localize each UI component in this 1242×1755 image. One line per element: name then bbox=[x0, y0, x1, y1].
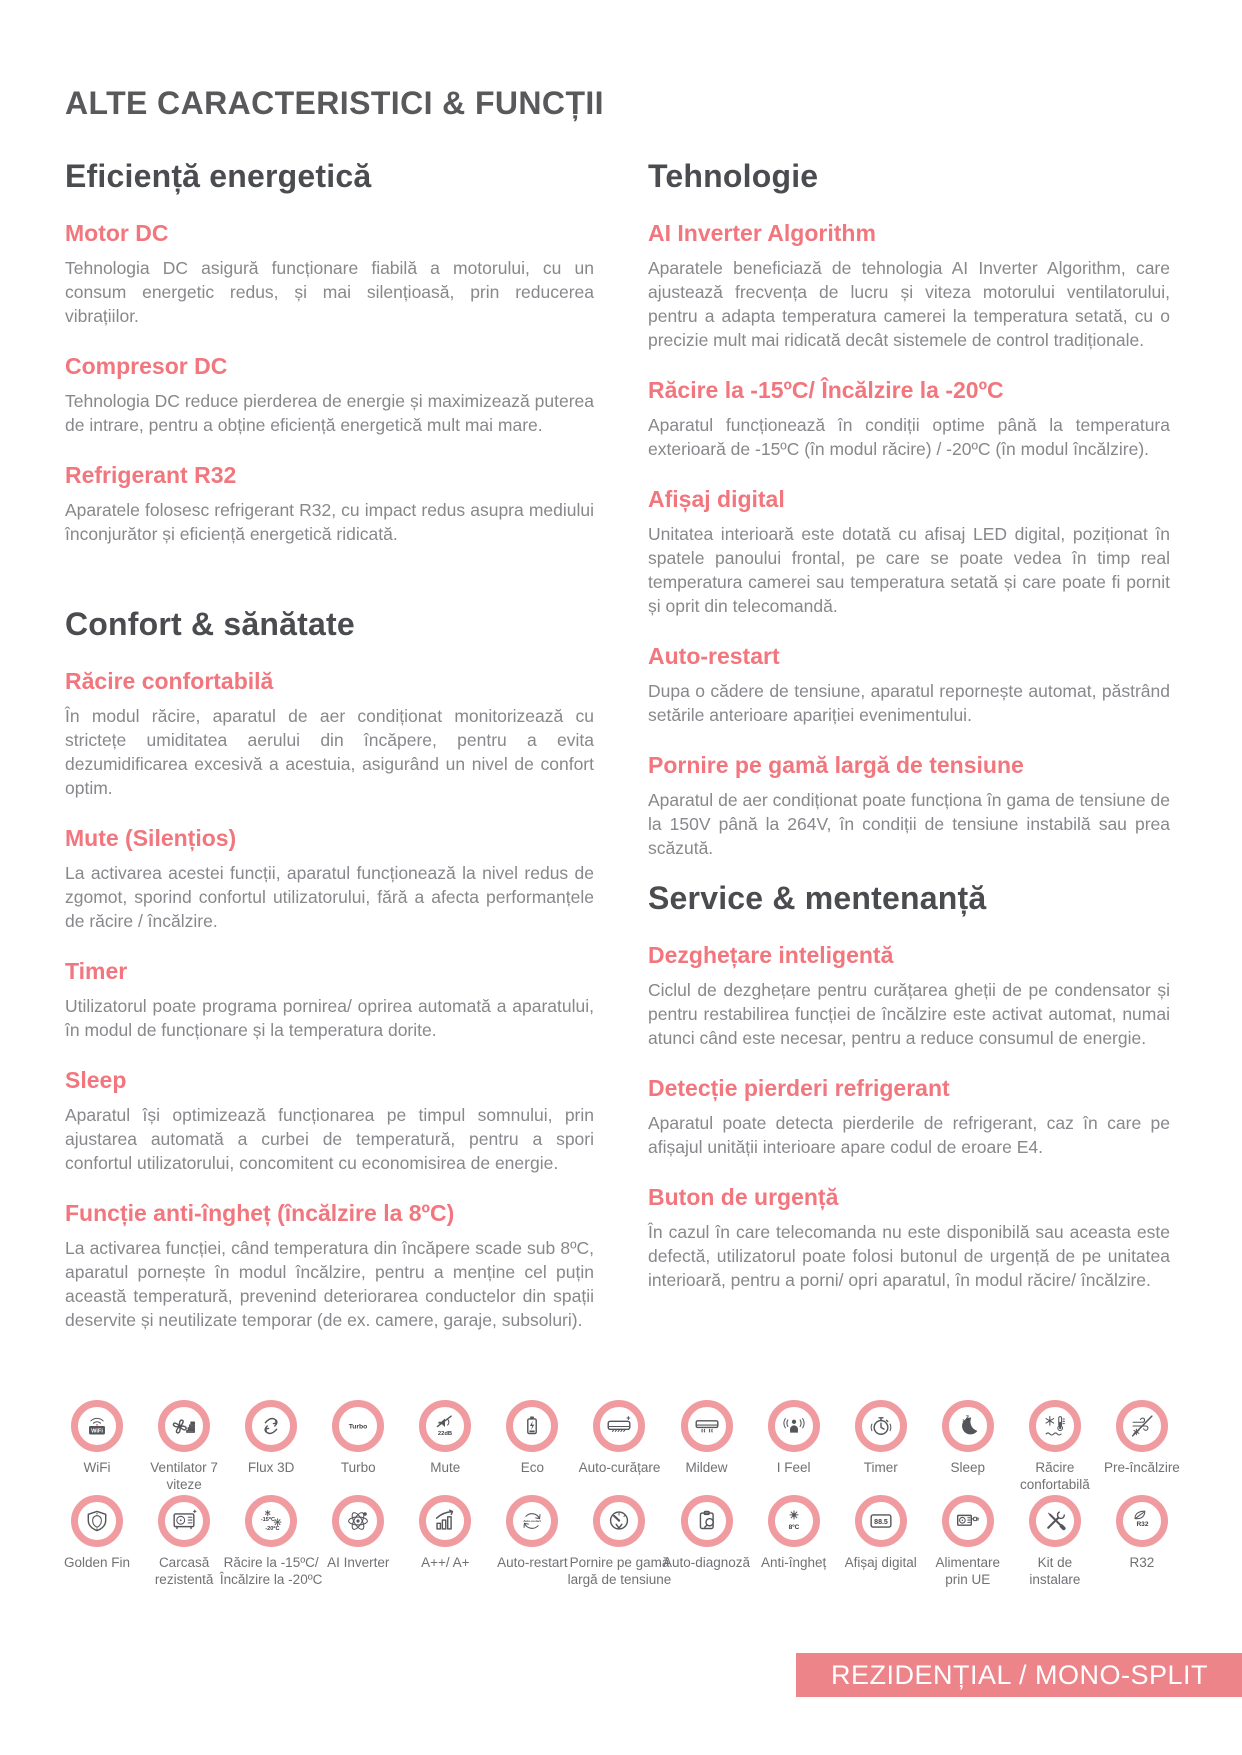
svg-text:z: z bbox=[962, 1417, 965, 1423]
right-column bbox=[648, 158, 1170, 1332]
section-comfort-health bbox=[65, 606, 594, 1332]
installation-kit-icon bbox=[1029, 1495, 1081, 1547]
feature-heading: Dezghețare inteligentă bbox=[648, 942, 894, 968]
feature-label: Răcire la -15ºC/ Încălzire la -20ºC bbox=[219, 1555, 323, 1587]
feature-anti-freeze bbox=[751, 1495, 837, 1588]
feature-comfortable-cooling bbox=[1012, 1400, 1098, 1493]
feature-item bbox=[65, 825, 594, 933]
feature-installation-kit bbox=[1012, 1495, 1098, 1588]
feature-label: Auto-curățare bbox=[578, 1460, 661, 1475]
feature-body: La activarea acestei funcții, aparatul funcționează la nivel redus de zgomot, sporind confortul utilizatorului, fără a afecta performanțele de răcire / încălzire. bbox=[65, 863, 594, 931]
feature-item bbox=[65, 668, 594, 800]
feature-body: Utilizatorul poate programa pornirea/ oprirea automată a aparatului, în modul de funcționare și la temperatura dorite. bbox=[65, 996, 594, 1040]
feature-icons-row-2 bbox=[54, 1495, 1185, 1588]
feature-heading: Sleep bbox=[65, 1067, 127, 1093]
i-feel-icon bbox=[768, 1400, 820, 1452]
section-service-maintenance bbox=[648, 880, 1170, 1292]
feature-body: Dupa o cădere de tensiune, aparatul repornește automat, păstrând setările anterioare apariției evenimentului. bbox=[648, 681, 1170, 725]
feature-i-feel bbox=[751, 1400, 837, 1493]
anti-freeze-icon bbox=[768, 1495, 820, 1547]
feature-label: I Feel bbox=[776, 1460, 811, 1475]
timer-icon bbox=[855, 1400, 907, 1452]
pre-heating-icon bbox=[1116, 1400, 1168, 1452]
feature-wide-voltage-start bbox=[567, 1495, 672, 1588]
feature-body: În cazul în care telecomanda nu este disponibilă sau aceasta este defectă, utilizatorul poate folosi butonul de urgență de pe unitatea interioară, pentru a porni/ opri aparatul, în modul răcire/ încălzire. bbox=[648, 1222, 1170, 1290]
feature-timer bbox=[838, 1400, 924, 1493]
content-columns bbox=[65, 158, 1170, 1332]
feature-heading: AI Inverter Algorithm bbox=[648, 220, 876, 246]
feature-label: Auto-diagnoză bbox=[663, 1555, 751, 1570]
feature-heading: Detecție pierderi refrigerant bbox=[648, 1075, 950, 1101]
feature-auto-clean bbox=[576, 1400, 662, 1493]
feature-label: Sleep bbox=[950, 1460, 986, 1475]
svg-text:Turbo: Turbo bbox=[348, 1423, 368, 1431]
feature-item bbox=[648, 486, 1170, 618]
feature-label: Flux 3D bbox=[247, 1460, 295, 1475]
feature-label: Auto-restart bbox=[497, 1555, 568, 1570]
section-title: Eficiență energetică bbox=[65, 158, 372, 194]
feature-label: Kit de instalare bbox=[1029, 1555, 1081, 1587]
feature-eco bbox=[489, 1400, 575, 1493]
digital-display-icon bbox=[855, 1495, 907, 1547]
feature-label: Carcasă rezistentă bbox=[154, 1555, 214, 1587]
feature-wifi bbox=[54, 1400, 140, 1493]
feature-item bbox=[648, 220, 1170, 352]
svg-text:-20ºC: -20ºC bbox=[265, 1526, 280, 1533]
feature-body: Unitatea interioară este dotată cu afisaj LED digital, poziționat în spatele panoului frontal, pe care se poate vedea în timp real temperatura camerei sau temperatura setată și care poate fi pornit și oprit din telecomandă. bbox=[648, 524, 1170, 616]
feature-label: Pornire pe gamă largă de tensiune bbox=[567, 1555, 672, 1587]
section-energy-efficiency bbox=[65, 158, 594, 546]
svg-text:88.5: 88.5 bbox=[873, 1519, 888, 1527]
feature-label: Mute bbox=[430, 1460, 461, 1475]
svg-text:Auto-restart: Auto-restart bbox=[523, 1519, 542, 1524]
feature-energy-class bbox=[402, 1495, 488, 1588]
feature-heading: Timer bbox=[65, 958, 128, 984]
feature-r32 bbox=[1099, 1495, 1185, 1588]
golden-fin-icon bbox=[71, 1495, 123, 1547]
svg-text:R32: R32 bbox=[1136, 1521, 1149, 1529]
section-title: Tehnologie bbox=[648, 158, 819, 194]
feature-sleep bbox=[925, 1400, 1011, 1493]
eu-power-supply-icon bbox=[942, 1495, 994, 1547]
low-temp-operation-icon bbox=[245, 1495, 297, 1547]
svg-text:22dB: 22dB bbox=[438, 1430, 453, 1437]
feature-mildew bbox=[664, 1400, 750, 1493]
feature-label: Alimentare prin UE bbox=[935, 1555, 1001, 1587]
feature-item bbox=[65, 220, 594, 328]
feature-label: Ventilator 7 viteze bbox=[150, 1460, 218, 1492]
section-title: Confort & sănătate bbox=[65, 606, 355, 642]
auto-clean-icon bbox=[593, 1400, 645, 1452]
feature-heading: Răcire la -15ºC/ Încălzire la -20ºC bbox=[648, 377, 1004, 403]
auto-restart-icon bbox=[506, 1495, 558, 1547]
feature-label: Eco bbox=[520, 1460, 545, 1475]
sturdy-casing-icon bbox=[158, 1495, 210, 1547]
feature-label: A++/ A+ bbox=[421, 1555, 470, 1570]
feature-label: Pre-încălzire bbox=[1104, 1460, 1180, 1475]
feature-item bbox=[648, 1184, 1170, 1292]
feature-body: Ciclul de dezghețare pentru curățarea gheții de pe condensator și pentru restabilirea funcției de încălzire este activat automat, numai atunci când este necesar, pentru a reduce consumul de energie. bbox=[648, 980, 1170, 1048]
feature-turbo bbox=[315, 1400, 401, 1493]
feature-heading: Auto-restart bbox=[648, 643, 780, 669]
section-technology bbox=[648, 158, 1170, 860]
feature-body: Aparatele beneficiază de tehnologia AI Inverter Algorithm, care ajustează frecvența de lucru și viteza motorului ventilatorului, pentru a adapta temperatura camerei la temperatura setată, cu o precizie mult mai ridicată decât sistemele de control tradiționale. bbox=[648, 258, 1170, 350]
feature-heading: Funcție anti-îngheț (încălzire la 8ºC) bbox=[65, 1200, 455, 1226]
feature-heading: Refrigerant R32 bbox=[65, 462, 237, 488]
feature-label: Răcire confortabilă bbox=[1019, 1460, 1090, 1492]
feature-label: Mildew bbox=[685, 1460, 728, 1475]
feature-mute bbox=[402, 1400, 488, 1493]
feature-low-temp-operation bbox=[219, 1495, 323, 1588]
feature-item bbox=[648, 1075, 1170, 1159]
feature-item bbox=[648, 643, 1170, 727]
svg-text:Z: Z bbox=[965, 1415, 969, 1422]
auto-diagnosis-icon bbox=[681, 1495, 733, 1547]
feature-label: Timer bbox=[863, 1460, 898, 1475]
wide-voltage-start-icon bbox=[593, 1495, 645, 1547]
feature-heading: Buton de urgență bbox=[648, 1184, 839, 1210]
feature-body: Aparatul de aer condiționat poate funcționa în gama de tensiune de la 150V până la 264V, în condiții de tensiune instabilă sau prea scăzută. bbox=[648, 790, 1170, 858]
feature-body: În modul răcire, aparatul de aer condiționat monitorizează cu strictețe umiditatea aerului din încăpere, pentru a evita dezumidificarea excesivă a acestuia, asigurând un nivel de confort optim. bbox=[65, 706, 594, 798]
feature-label: Golden Fin bbox=[63, 1555, 131, 1570]
turbo-icon bbox=[332, 1400, 384, 1452]
page-title: ALTE CARACTERISTICI & FUNCȚII bbox=[65, 85, 604, 122]
svg-text:WiFi: WiFi bbox=[91, 1428, 103, 1435]
sleep-icon bbox=[942, 1400, 994, 1452]
feature-body: Aparatul poate detecta pierderile de refrigerant, caz în care pe afișajul unității interioare apare codul de eroare E4. bbox=[648, 1113, 1170, 1157]
feature-body: Aparatele folosesc refrigerant R32, cu impact redus asupra mediului înconjurător și eficiență energetică ridicată. bbox=[65, 500, 594, 544]
comfortable-cooling-icon bbox=[1029, 1400, 1081, 1452]
ai-inverter-icon bbox=[332, 1495, 384, 1547]
feature-fan-7-speeds bbox=[141, 1400, 227, 1493]
feature-flux-3d bbox=[228, 1400, 314, 1493]
feature-golden-fin bbox=[54, 1495, 140, 1588]
feature-body: Aparatul își optimizează funcționarea pe timpul somnului, prin ajustarea automată a curbei de temperatură, pentru a spori confortul utilizatorului, concomitent cu economisirea de energie. bbox=[65, 1105, 594, 1173]
section-title: Service & mentenanță bbox=[648, 880, 987, 916]
feature-auto-diagnosis bbox=[664, 1495, 750, 1588]
feature-item bbox=[648, 942, 1170, 1050]
feature-icons-row-1 bbox=[54, 1400, 1185, 1493]
feature-body: Tehnologia DC reduce pierderea de energie și maximizează puterea de intrare, pentru a obține eficiență energetică mult mai mare. bbox=[65, 391, 594, 435]
fan-7-speeds-icon bbox=[158, 1400, 210, 1452]
feature-digital-display bbox=[838, 1495, 924, 1588]
feature-ai-inverter bbox=[315, 1495, 401, 1588]
mildew-icon bbox=[681, 1400, 733, 1452]
feature-heading: Răcire confortabilă bbox=[65, 668, 274, 694]
feature-item bbox=[648, 752, 1170, 860]
feature-heading: Pornire pe gamă largă de tensiune bbox=[648, 752, 1024, 778]
eco-icon bbox=[506, 1400, 558, 1452]
feature-item bbox=[65, 1067, 594, 1175]
feature-label: Turbo bbox=[340, 1460, 376, 1475]
feature-heading: Afișaj digital bbox=[648, 486, 785, 512]
feature-eu-power-supply bbox=[925, 1495, 1011, 1588]
svg-text:-15ºC: -15ºC bbox=[260, 1517, 276, 1523]
left-column bbox=[65, 158, 594, 1332]
feature-item bbox=[65, 353, 594, 437]
feature-item bbox=[65, 958, 594, 1042]
feature-label: Anti-îngheț bbox=[760, 1555, 827, 1570]
feature-item bbox=[65, 462, 594, 546]
feature-heading: Compresor DC bbox=[65, 353, 228, 379]
feature-heading: Motor DC bbox=[65, 220, 169, 246]
energy-class-icon bbox=[419, 1495, 471, 1547]
feature-body: La activarea funcției, când temperatura din încăpere scade sub 8ºC, aparatul pornește în modul încălzire, pentru a menține cel puțin această temperatură, prevenind deteriorarea conductelor din spații deservite și neutilizate temporar (de ex. camere, garaje, subsoluri). bbox=[65, 1238, 594, 1330]
feature-body: Tehnologia DC asigură funcționare fiabilă a motorului, cu un consum energetic redus, și mai silențioasă, prin reducerea vibrațiilor. bbox=[65, 258, 594, 326]
mute-icon bbox=[419, 1400, 471, 1452]
feature-label: R32 bbox=[1129, 1555, 1155, 1570]
feature-pre-heating bbox=[1099, 1400, 1185, 1493]
wifi-icon bbox=[71, 1400, 123, 1452]
feature-heading: Mute (Silențios) bbox=[65, 825, 237, 851]
feature-body: Aparatul funcționează în condiții optime până la temperatura exterioară de -15ºC (în modul răcire) / -20ºC (în modul încălzire). bbox=[648, 415, 1170, 459]
flux-3d-icon bbox=[245, 1400, 297, 1452]
feature-label: AI Inverter bbox=[327, 1555, 390, 1570]
svg-text:8ºC: 8ºC bbox=[788, 1523, 800, 1531]
feature-label: WiFi bbox=[83, 1460, 111, 1475]
feature-label: Afișaj digital bbox=[844, 1555, 917, 1570]
r32-icon bbox=[1116, 1495, 1168, 1547]
category-banner: REZIDENȚIAL / MONO-SPLIT bbox=[796, 1653, 1242, 1697]
feature-item bbox=[648, 377, 1170, 461]
feature-item bbox=[65, 1200, 594, 1332]
